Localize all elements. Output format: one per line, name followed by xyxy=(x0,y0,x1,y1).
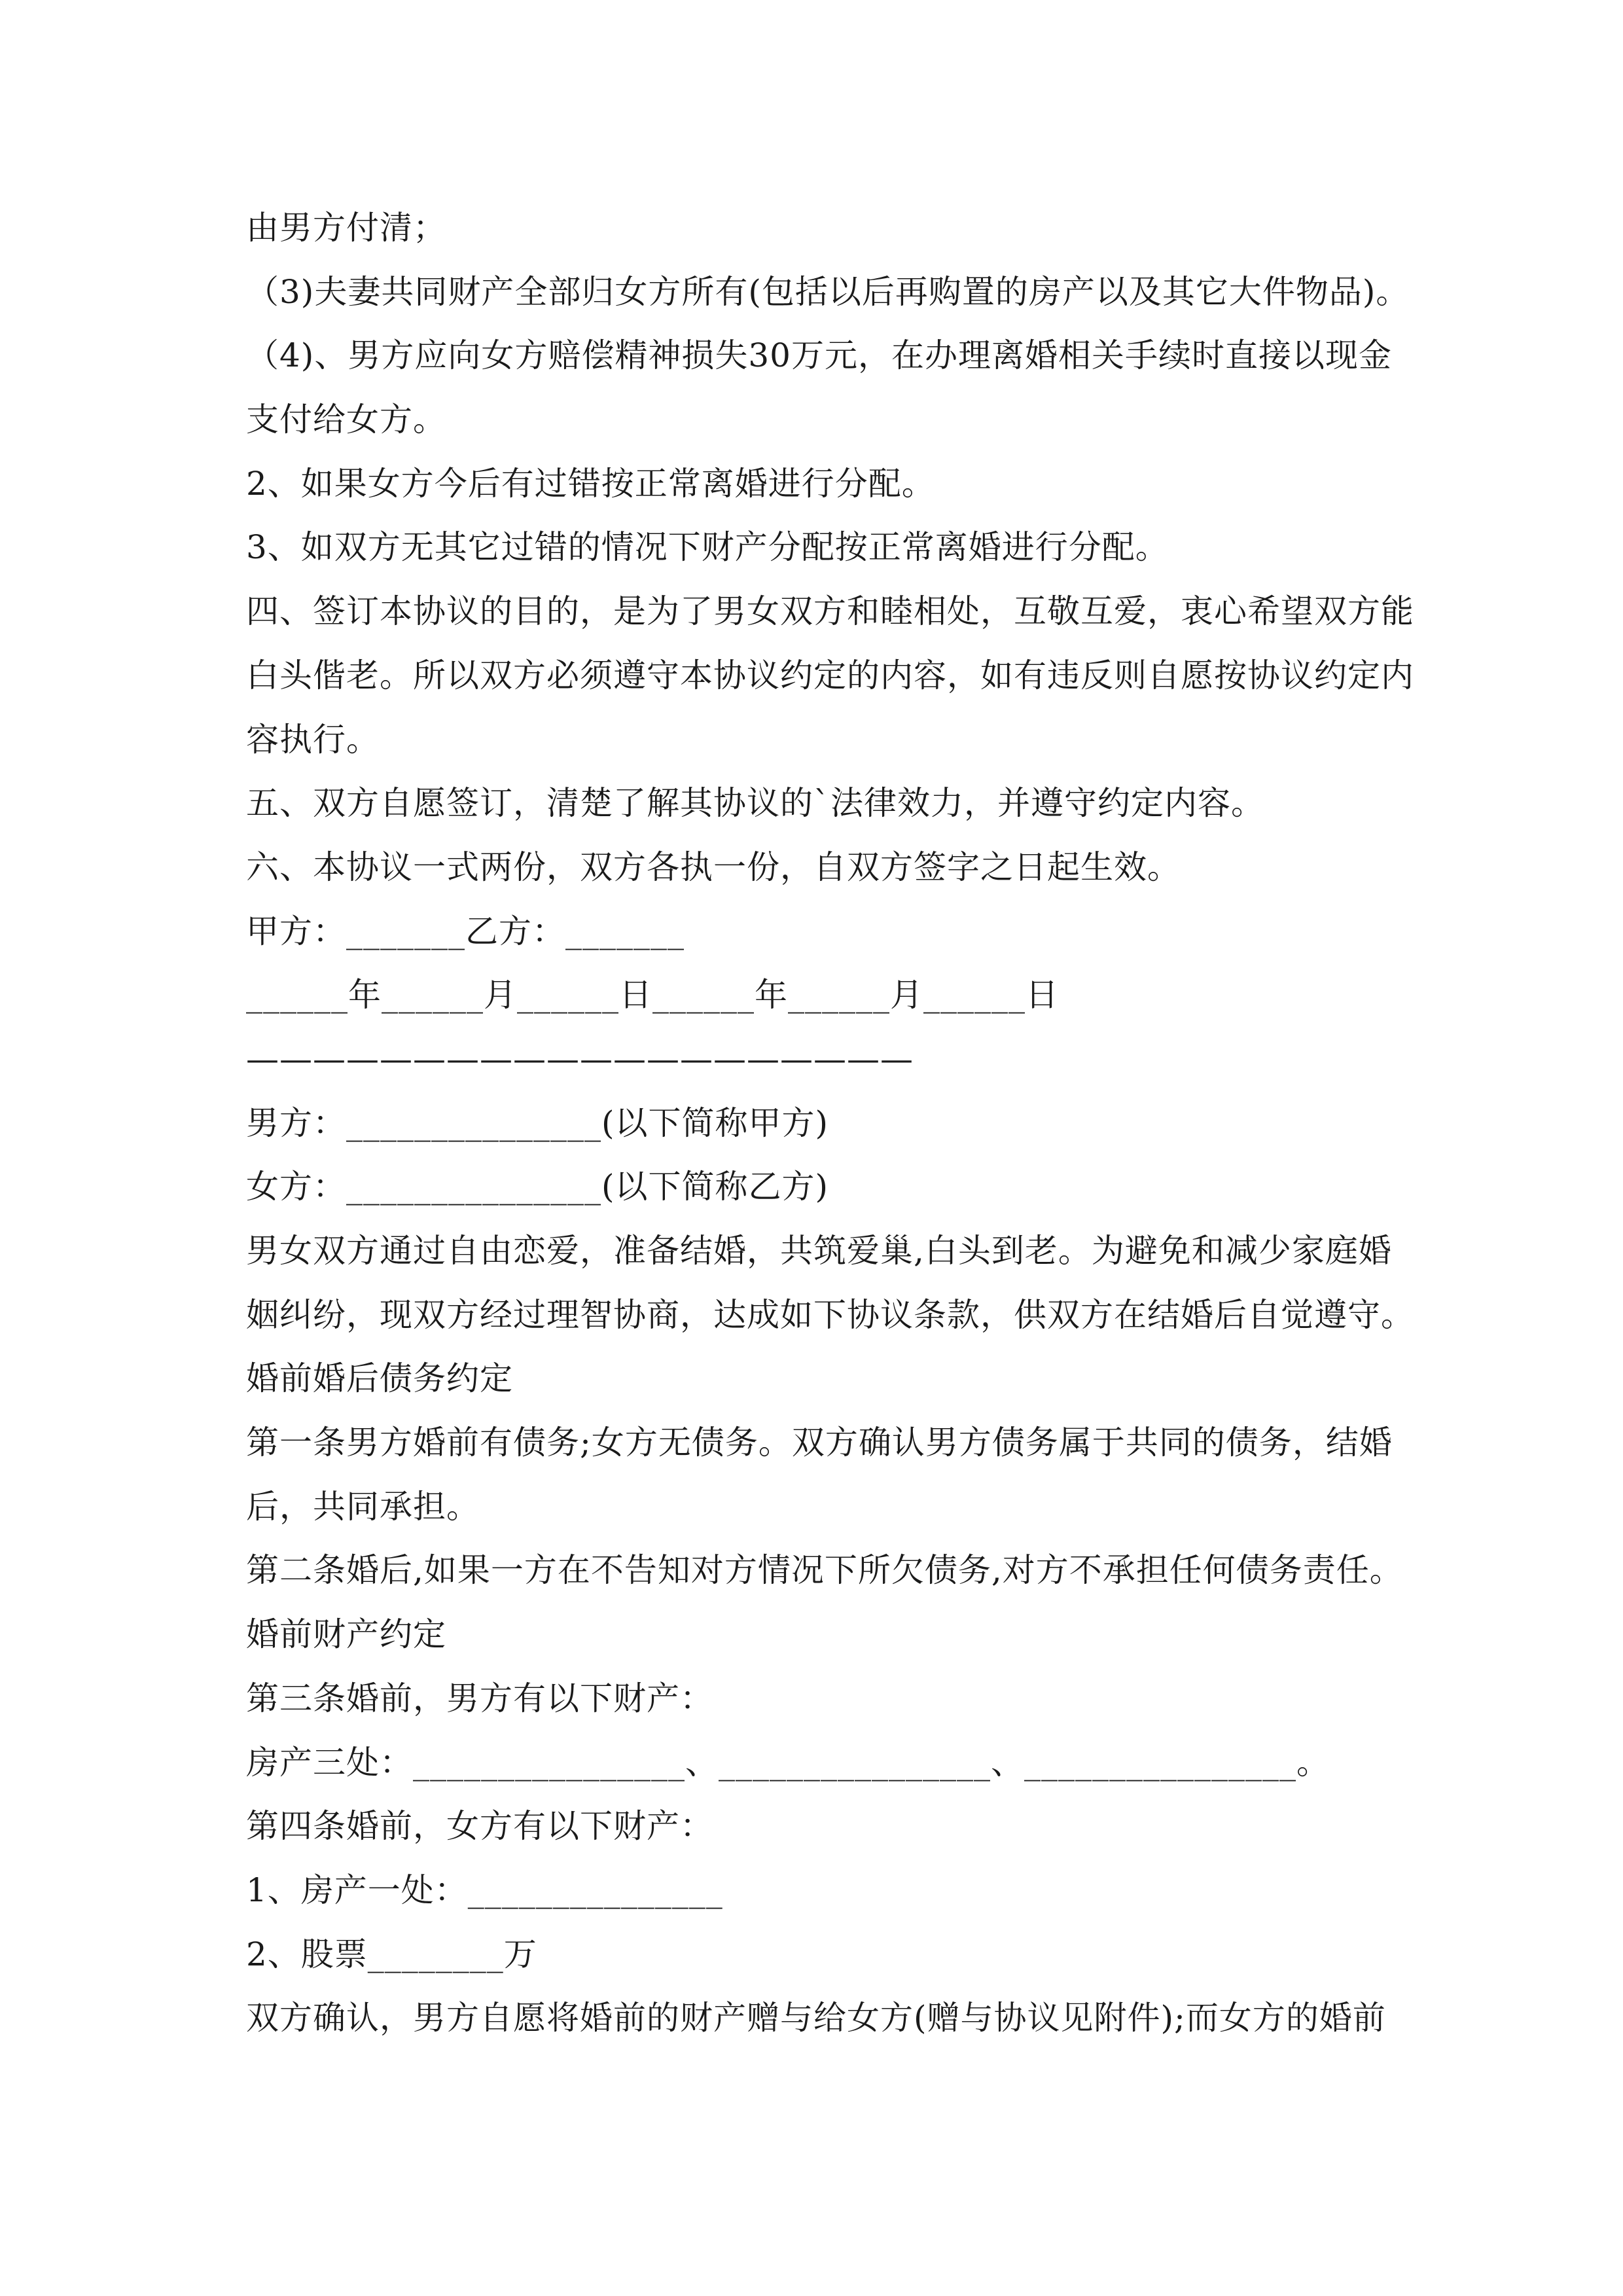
text-line: （3)夫妻共同财产全部归女方所有(包括以后再购置的房产以及其它大件物品)。 xyxy=(246,272,1410,311)
text-line: 男女双方通过自由恋爱，准备结婚，共筑爱巢,白头到老。为避免和减少家庭婚 xyxy=(246,1232,1392,1270)
text-line: 2、如果女方今后有过错按正常离婚进行分配。 xyxy=(246,464,935,503)
text-line: 2、股票________万 xyxy=(246,1935,537,1973)
document-body xyxy=(246,196,1414,2051)
signature-line: 甲方：_______乙方：_______ xyxy=(246,912,685,950)
text-line: 六、本协议一式两份，双方各执一份，自双方签字之日起生效。 xyxy=(246,848,1181,886)
text-line: 四、签订本协议的目的，是为了男女双方和睦相处，互敬互爱，衷心希望双方能 xyxy=(246,592,1414,631)
party-line-male: 男方：_______________(以下简称甲方) xyxy=(246,1103,829,1142)
text-line: 第三条婚前，男方有以下财产： xyxy=(246,1679,713,1717)
text-line: 五、双方自愿签订，清楚了解其协议的`法律效力，并遵守约定内容。 xyxy=(246,784,1264,823)
text-line: 双方确认，男方自愿将婚前的财产赠与给女方(赠与协议见附件);而女方的婚前 xyxy=(246,1999,1386,2037)
text-line: 第一条男方婚前有债务;女方无债务。双方确认男方债务属于共同的债务，结婚 xyxy=(246,1424,1393,1462)
text-line: 房产三处：________________、________________、________________。 xyxy=(246,1743,1330,1782)
separator-line: ———————————————————— xyxy=(246,1039,914,1078)
text-line: 容执行。 xyxy=(246,720,380,759)
text-line: （4)、男方应向女方赔偿精神损失30万元，在办理离婚相关手续时直接以现金 xyxy=(246,336,1392,375)
text-line: 由男方付清； xyxy=(246,209,446,247)
text-line: 第二条婚后,如果一方在不告知对方情况下所欠债务,对方不承担任何债务责任。 xyxy=(246,1551,1403,1590)
text-line: 后，共同承担。 xyxy=(246,1487,480,1526)
text-line: 3、如双方无其它过错的情况下财产分配按正常离婚进行分配。 xyxy=(246,528,1169,567)
text-line: 白头偕老。所以双方必须遵守本协议约定的内容，如有违反则自愿按协议约定内 xyxy=(246,656,1414,694)
date-line: ______年______月______日______年______月______日 xyxy=(246,976,1059,1014)
text-line: 1、房产一处：_______________ xyxy=(246,1871,723,1909)
party-line-female: 女方：_______________(以下简称乙方) xyxy=(246,1168,829,1206)
text-line: 第四条婚前，女方有以下财产： xyxy=(246,1807,713,1846)
text-line: 姻纠纷，现双方经过理智协商，达成如下协议条款，供双方在结婚后自觉遵守。 xyxy=(246,1295,1414,1334)
section-heading: 婚前婚后债务约定 xyxy=(246,1359,513,1398)
section-heading: 婚前财产约定 xyxy=(246,1615,446,1654)
text-line: 支付给女方。 xyxy=(246,401,446,439)
